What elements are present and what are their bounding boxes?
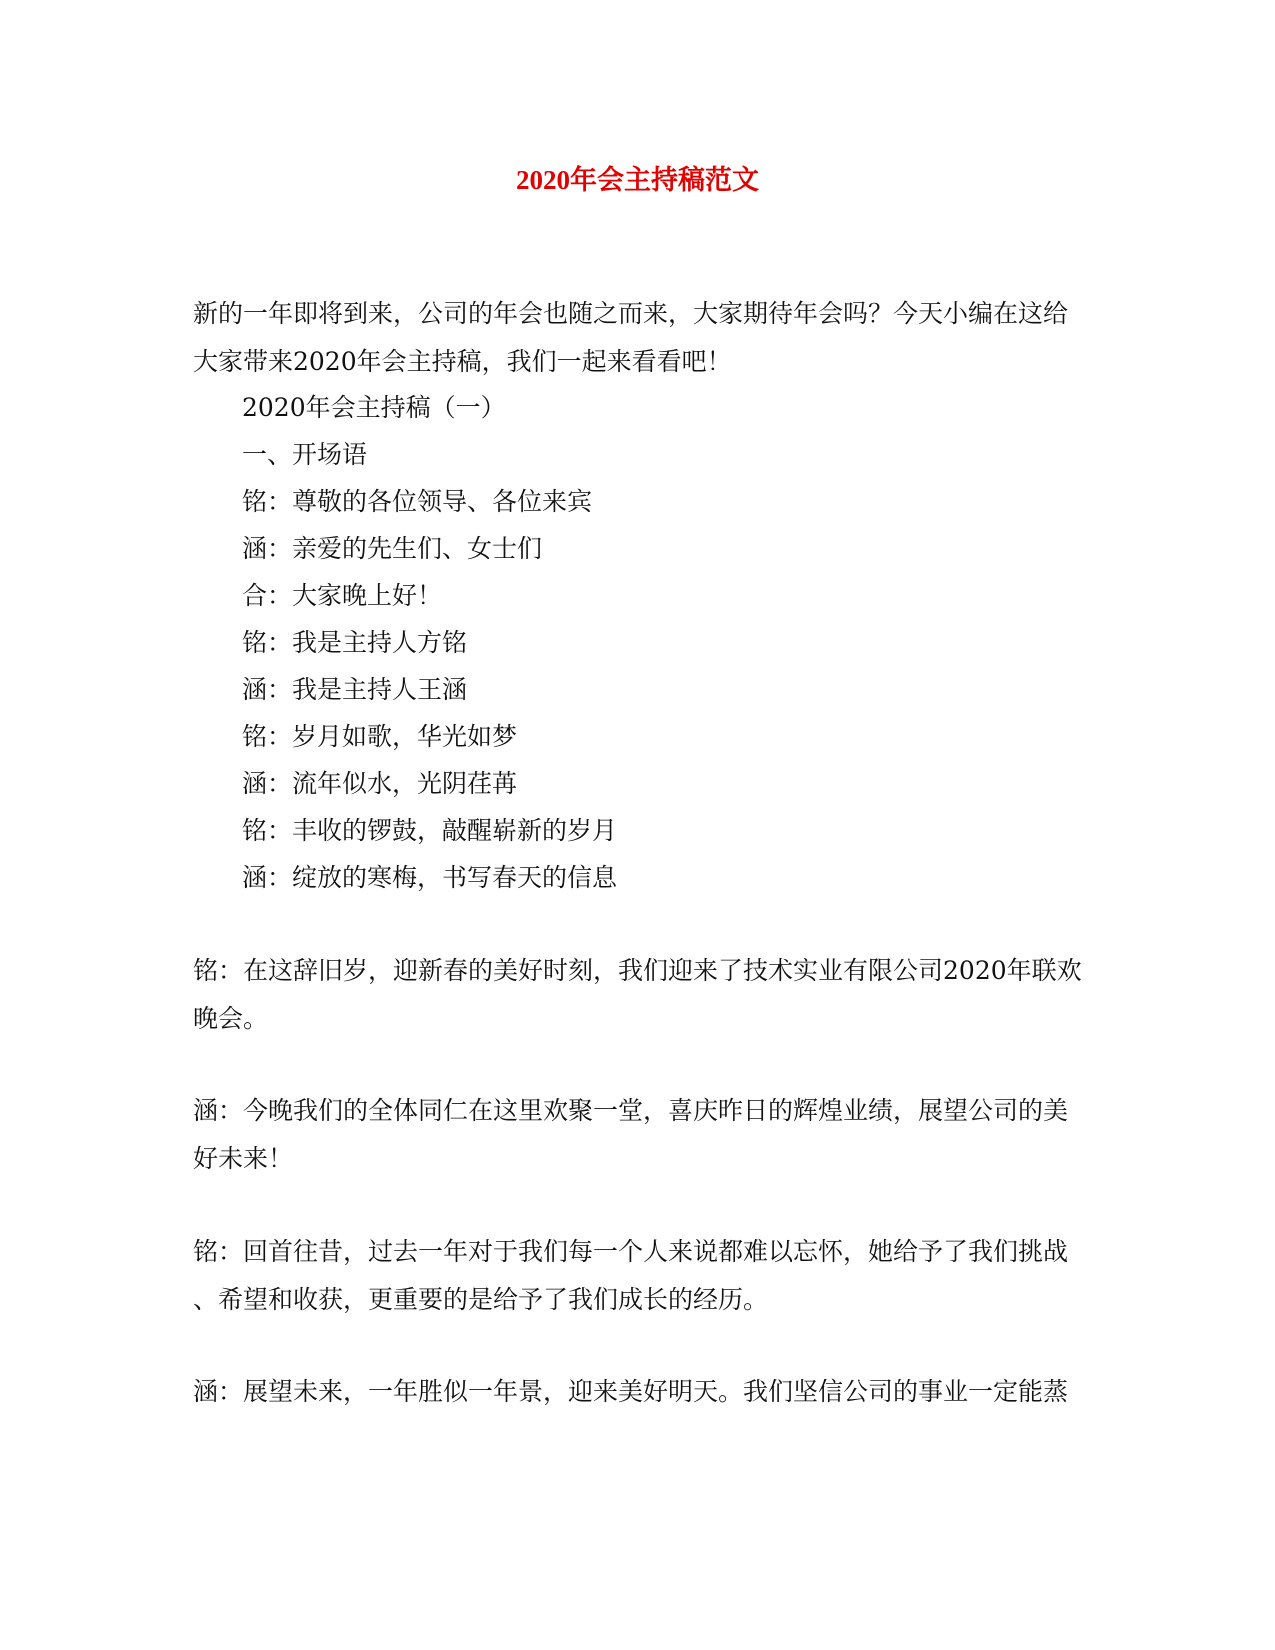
dialogue-line: 涵：亲爱的先生们、女士们 xyxy=(242,534,543,563)
dialogue-paragraph xyxy=(193,1368,1073,1416)
dialogue-line: 铭：我是主持人方铭 xyxy=(242,628,468,657)
dialogue-line: 涵：流年似水，光阴荏苒 xyxy=(242,769,518,798)
section-heading: 2020年会主持稿（一） xyxy=(242,393,506,422)
dialogue-line: 合：大家晚上好！ xyxy=(242,581,443,610)
intro-line-1: 新的一年即将到来，公司的年会也随之而来，大家期待年会吗？今天小编在这给 xyxy=(193,299,1069,328)
paragraph-line: 晚会。 xyxy=(193,1004,269,1033)
paragraph-line: 涵：今晚我们的全体同仁在这里欢聚一堂，喜庆昨日的辉煌业绩，展望公司的美 xyxy=(193,1096,1069,1125)
dialogue-paragraph xyxy=(193,1087,1073,1183)
intro-paragraph xyxy=(193,290,1073,386)
intro-line-2: 大家带来2020年会主持稿，我们一起来看看吧！ xyxy=(193,347,732,376)
dialogue-line: 铭：岁月如歌，华光如梦 xyxy=(242,722,518,751)
dialogue-paragraph xyxy=(193,1228,1073,1324)
paragraph-line: 好未来！ xyxy=(193,1144,294,1173)
paragraph-line: 铭：回首往昔，过去一年对于我们每一个人来说都难以忘怀，她给予了我们挑战 xyxy=(193,1237,1069,1266)
dialogue-line: 铭：丰收的锣鼓，敲醒崭新的岁月 xyxy=(242,816,618,845)
subsection-heading: 一、开场语 xyxy=(242,440,368,469)
paragraph-line: 、希望和收获，更重要的是给予了我们成长的经历。 xyxy=(193,1285,769,1314)
dialogue-line: 涵：我是主持人王涵 xyxy=(242,675,468,704)
dialogue-line: 涵：绽放的寒梅，书写春天的信息 xyxy=(242,863,618,892)
paragraph-line: 涵：展望未来，一年胜似一年景，迎来美好明天。我们坚信公司的事业一定能蒸 xyxy=(193,1377,1069,1406)
paragraph-line: 铭：在这辞旧岁，迎新春的美好时刻，我们迎来了技术实业有限公司2020年联欢 xyxy=(193,956,1082,985)
dialogue-line: 铭：尊敬的各位领导、各位来宾 xyxy=(242,487,593,516)
document-title: 2020年会主持稿范文 xyxy=(516,165,759,195)
dialogue-paragraph xyxy=(193,947,1082,1043)
